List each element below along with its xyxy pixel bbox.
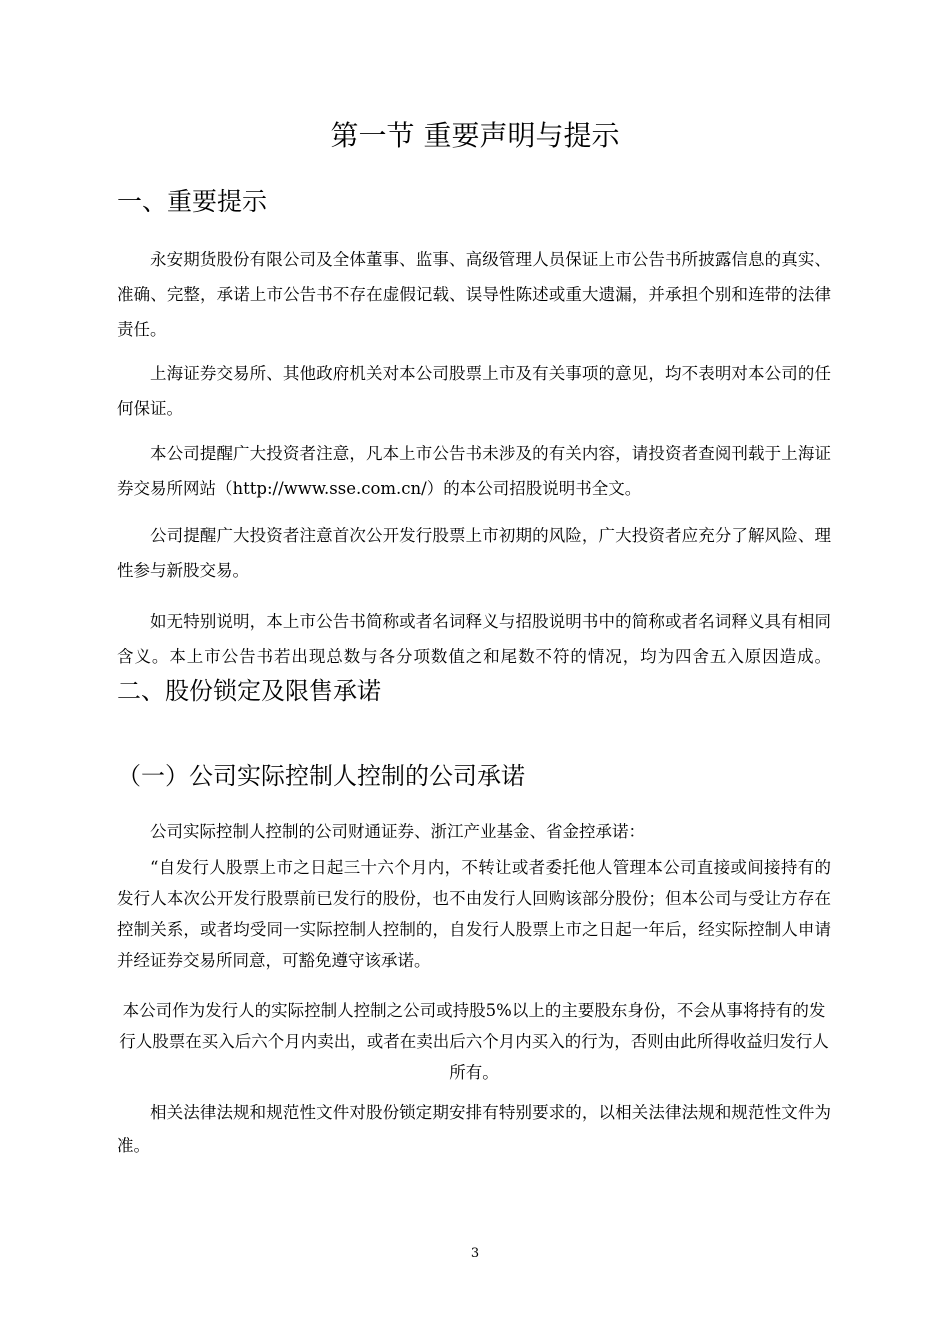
paragraph-commitment-intro: 公司实际控制人控制的公司财通证券、浙江产业基金、省金控承诺： [150,822,645,841]
paragraph-disclosure-guarantee: 永安期货股份有限公司及全体董事、监事、高级管理人员保证上市公告书所披露信息的真实、准确、完整，承诺上市公告书不存在虚假记载、误导性陈述或重大遗漏，并承担个别和连带的法律责任。 [117,250,831,339]
page-title: 第一节 重要声明与提示 [330,119,620,152]
section-heading-share-lockup: 二、股份锁定及限售承诺 [117,677,381,705]
paragraph-prospectus-reference: 本公司提醒广大投资者注意，凡本上市公告书未涉及的有关内容，请投资者查阅刊载于上海证券交易所网站（http://www.sse.com.cn/）的本公司招股说明书全文。 [117,444,831,498]
paragraph-short-swing-trading: 本公司作为发行人的实际控制人控制之公司或持股5%以上的主要股东身份，不会从事将持有的发行人股票在买入后六个月内卖出，或者在卖出后六个月内买入的行为，否则由此所得收益归发行人所有。 [119,1001,829,1082]
paragraph-definitions-text: 如无特别说明，本上市公告书简称或者名词释义与招股说明书中的简称或者名词释义具有相同含义。本上市公告书若出现总数与各分项数值之和尾数不符的情况，均为四舍五入原因造成。 [117,612,831,666]
page-number: 3 [470,1246,480,1261]
paragraph-lockup-quote: “自发行人股票上市之日起三十六个月内，不转让或者委托他人管理本公司直接或间接持有的发行人本次公开发行股票前已发行的股份，也不由发行人回购该部分股份；但本公司与受让方存在控制关系，或者均受同一实际控制人控制的，自发行人股票上市之日起一年后，经实际控制人申请并经证券交易所同意，可豁免遵守该承诺。 [117,858,831,970]
paragraph-sse-disclaimer: 上海证券交易所、其他政府机关对本公司股票上市及有关事项的意见，均不表明对本公司的任何保证。 [117,364,831,418]
paragraph-legal-requirements: 相关法律法规和规范性文件对股份锁定期安排有特别要求的，以相关法律法规和规范性文件为准。 [117,1103,831,1155]
section-heading-important-notice: 一、重要提示 [117,187,268,216]
paragraph-definitions [117,604,831,709]
subsection-heading-controller-commitment: （一）公司实际控制人控制的公司承诺 [117,762,525,790]
paragraph-ipo-risk: 公司提醒广大投资者注意首次公开发行股票上市初期的风险，广大投资者应充分了解风险、理性参与新股交易。 [117,526,831,580]
